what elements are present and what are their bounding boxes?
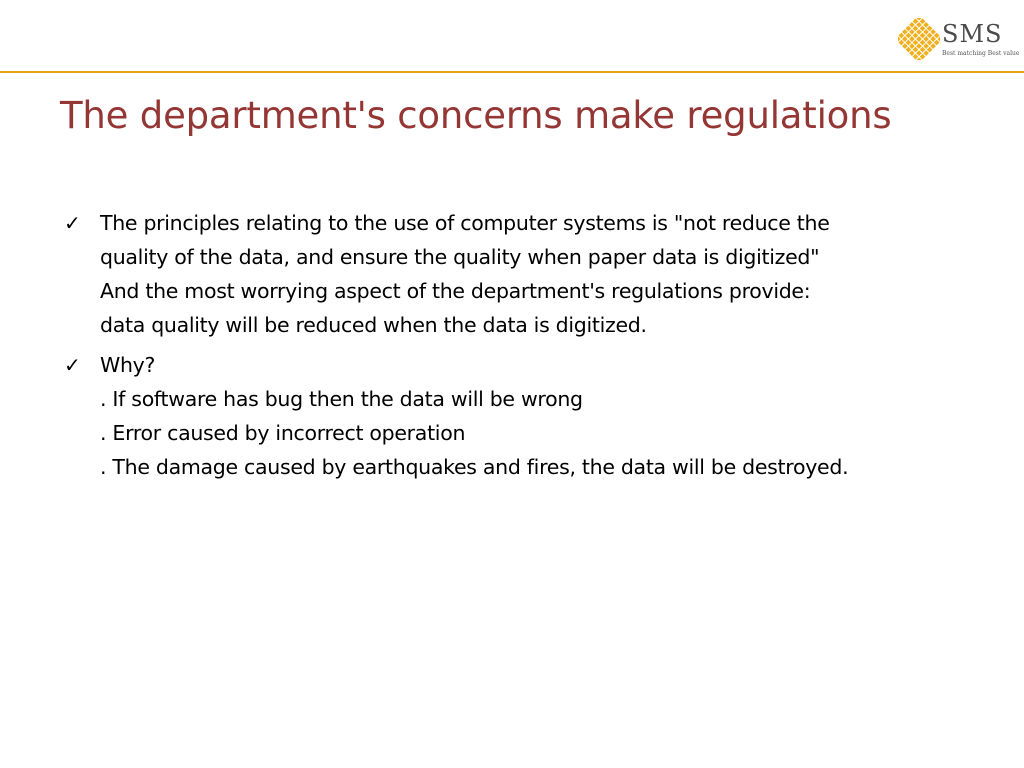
logo-grid-cell <box>906 33 912 39</box>
logo-grid-cell <box>920 54 926 60</box>
bullet-list <box>64 206 984 490</box>
logo-grid-cell <box>906 47 912 53</box>
logo-grid-cell <box>927 26 933 32</box>
bullet-line: data quality will be reduced when the data is digitized. <box>100 313 647 337</box>
logo-grid-cell <box>909 22 915 28</box>
bullet-line: The principles relating to the use of computer systems is "not reduce the <box>100 211 830 235</box>
logo-grid-cell <box>927 47 933 53</box>
logo-grid-cell <box>927 33 933 39</box>
bullet-line: Why? <box>100 353 156 377</box>
logo-grid-cell <box>930 36 936 42</box>
logo-grid-cell <box>920 33 926 39</box>
logo-grid-cell <box>920 18 926 24</box>
logo-grid-cell <box>930 43 936 49</box>
logo-grid-cell <box>902 29 908 35</box>
logo-grid-cell <box>906 40 912 46</box>
bullet-line: . If software has bug then the data will be wrong <box>100 387 583 411</box>
logo-grid-cell <box>916 36 922 42</box>
bullet-line: . Error caused by incorrect operation <box>100 421 466 445</box>
logo-grid-cell <box>923 50 929 56</box>
logo-grid-cell <box>902 36 908 42</box>
logo-grid-cell <box>898 33 904 39</box>
bullet-line: . The damage caused by earthquakes and fires, the data will be destroyed. <box>100 455 849 479</box>
logo-grid-cell <box>923 43 929 49</box>
logo-grid-cell <box>916 22 922 28</box>
logo-grid-cell <box>920 40 926 46</box>
bullet-line: quality of the data, and ensure the quality when paper data is digitized" <box>100 245 820 269</box>
logo-grid-cell <box>916 29 922 35</box>
logo-grid-cell <box>916 50 922 56</box>
header-rule <box>0 71 1024 73</box>
check-icon: ✓ <box>64 211 81 235</box>
logo-grid-cell <box>934 33 940 39</box>
logo-grid-cell <box>923 29 929 35</box>
logo-grid-cell <box>909 36 915 42</box>
logo-grid-cell <box>913 54 919 60</box>
logo-grid-cell <box>909 43 915 49</box>
logo-tagline: Best matching Best value <box>942 50 1020 57</box>
bullet-item-principles <box>64 206 984 342</box>
logo-grid-cell <box>909 50 915 56</box>
bullet-item-why <box>64 348 984 484</box>
logo-grid-cell <box>909 29 915 35</box>
diamond-grid-icon <box>898 18 940 60</box>
logo-grid-cell <box>913 40 919 46</box>
logo-grid-cell <box>898 40 904 46</box>
logo-grid-cell <box>906 26 912 32</box>
logo-grid-cell <box>902 43 908 49</box>
slide-title: The department's concerns make regulations <box>60 94 892 137</box>
logo-grid-cell <box>923 22 929 28</box>
logo-grid-cell <box>913 33 919 39</box>
logo-grid-cell <box>930 29 936 35</box>
logo-grid-cell <box>920 26 926 32</box>
sms-logo <box>898 18 1020 62</box>
logo-grid-cell <box>920 47 926 53</box>
bullet-line: And the most worrying aspect of the department's regulations provide: <box>100 279 811 303</box>
logo-grid-cell <box>913 47 919 53</box>
logo-grid-cell <box>913 26 919 32</box>
check-icon: ✓ <box>64 353 81 377</box>
logo-grid-cell <box>916 43 922 49</box>
logo-grid-cell <box>927 40 933 46</box>
logo-grid-cell <box>934 40 940 46</box>
logo-grid-cell <box>913 18 919 24</box>
logo-grid-cell <box>923 36 929 42</box>
logo-name: SMS <box>942 20 1003 48</box>
